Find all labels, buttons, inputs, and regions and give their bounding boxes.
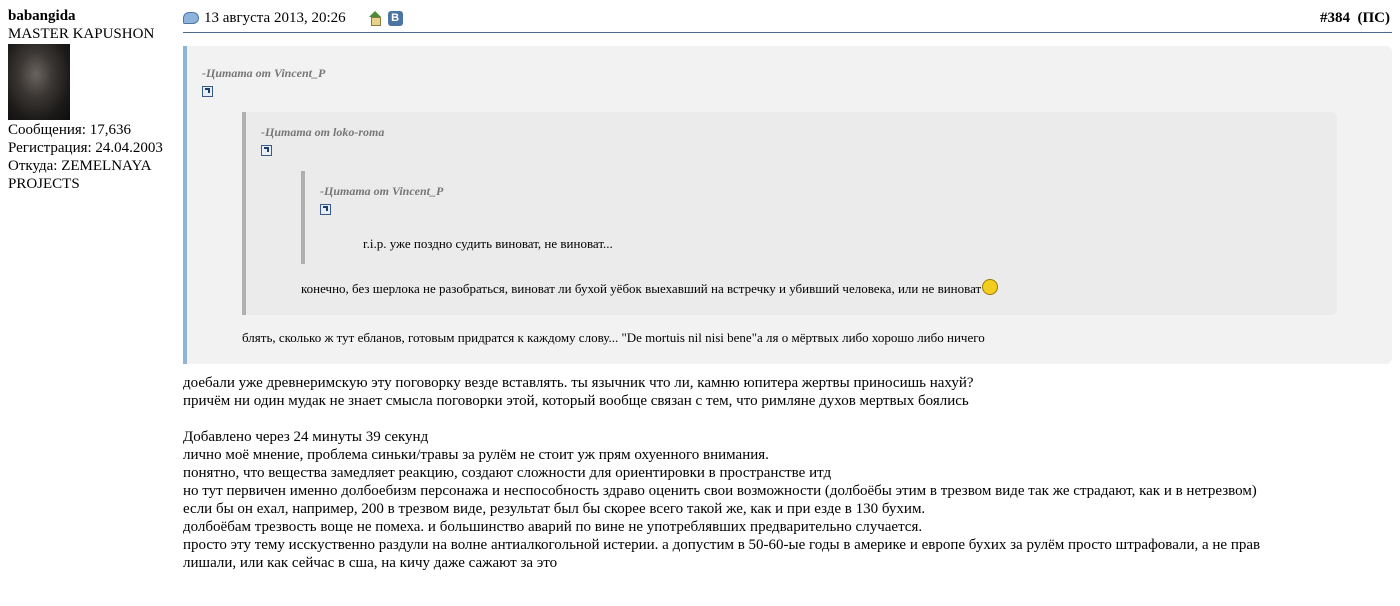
post: [183, 7, 1392, 572]
post-number-area: [1320, 9, 1390, 27]
avatar[interactable]: [8, 44, 70, 120]
username[interactable]: babangida: [8, 8, 76, 24]
message-line: если бы он ехал, например, 200 в трезвом виде, результат был бы скорее всего такой же, как и при езде в 130 бухим.: [183, 501, 926, 517]
quote-text: r.i.p. уже поздно судить виноват, не виноват...: [363, 236, 613, 251]
smiley-icon: [982, 279, 998, 295]
quote-text: конечно, без шерлока не разобраться, виноват ли бухой уёбок выехавший на встречку и убивший человека, или не виноват: [301, 281, 982, 296]
post-date: 13 августа 2013, 20:26: [204, 10, 346, 26]
message-line: понятно, что вещества замедляет реакцию, создают сложности для ориентировки в пространстве итд: [183, 465, 832, 481]
added-later-note: Добавлено через 24 минуты 39 секунд: [183, 429, 429, 445]
message-line: причём ни один мудак не знает смысла поговорки этой, который вообще связан с тем, что римляне духов мертвых боялись: [183, 393, 969, 409]
user-rank: MASTER KAPUSHON: [8, 26, 155, 42]
user-panel: [8, 7, 178, 193]
post-number[interactable]: #384: [1320, 10, 1350, 26]
post-header: [183, 7, 1392, 33]
message-line: но тут первичен именно долбоебизм персонажа и неспособность здраво оценить свои возможности (долбоёбы этим в трезвом виде так же страдают, как и в нетрезвом): [183, 483, 1257, 499]
quote-text-wrap: [301, 279, 1337, 297]
post-tag: (ПС): [1357, 10, 1390, 26]
user-registration: Регистрация: 24.04.2003: [8, 140, 163, 156]
user-location-cont: PROJECTS: [8, 176, 80, 192]
quote-text: блять, сколько ж тут ебланов, готовым придратся к каждому слову... "De mortuis nil nisi bene"а ля о мёртвых либо хорошо либо ничего: [242, 330, 985, 345]
quote-link-icon[interactable]: [202, 86, 213, 97]
quote-link-icon[interactable]: [261, 145, 272, 156]
quote-author: -Цитата от Vincent_P: [320, 184, 444, 198]
message-icon: [183, 12, 199, 24]
message-line: просто эту тему исскуственно раздули на волне антиалкогольной истерии. а допустим в 50-60-ые годы в америке и европе бухих за рулём просто штрафовали, а не прав: [183, 537, 1261, 553]
quote-middle: [242, 112, 1337, 315]
message-line: доебали уже древнеримскую эту поговорку везде вставлять. ты язычник что ли, камню юпитера жертвы приносишь нахуй?: [183, 375, 974, 391]
quote-link-icon[interactable]: [320, 204, 331, 215]
message-line: лишали, или как сейчас в сша, на кичу даже сажают за это: [183, 555, 558, 571]
message-line: лично моё мнение, проблема синьки/травы за рулём не стоит уж прям охуенного внимания.: [183, 447, 769, 463]
quote-author: -Цитата от Vincent_P: [202, 66, 326, 80]
user-post-count: Сообщения: 17,636: [8, 122, 131, 138]
message-line: долбоёбам трезвость воще не помеха. и большинство аварий по вине не употреблявших предварительно случается.: [183, 519, 923, 535]
quote-outer: [183, 46, 1392, 364]
home-icon[interactable]: [368, 11, 382, 25]
user-location: Откуда: ZEMELNAYA: [8, 158, 152, 174]
quote-inner: [301, 171, 1337, 264]
vk-icon[interactable]: В: [388, 11, 403, 26]
quote-author: -Цитата от loko-roma: [261, 125, 385, 139]
post-message: [183, 374, 1392, 572]
